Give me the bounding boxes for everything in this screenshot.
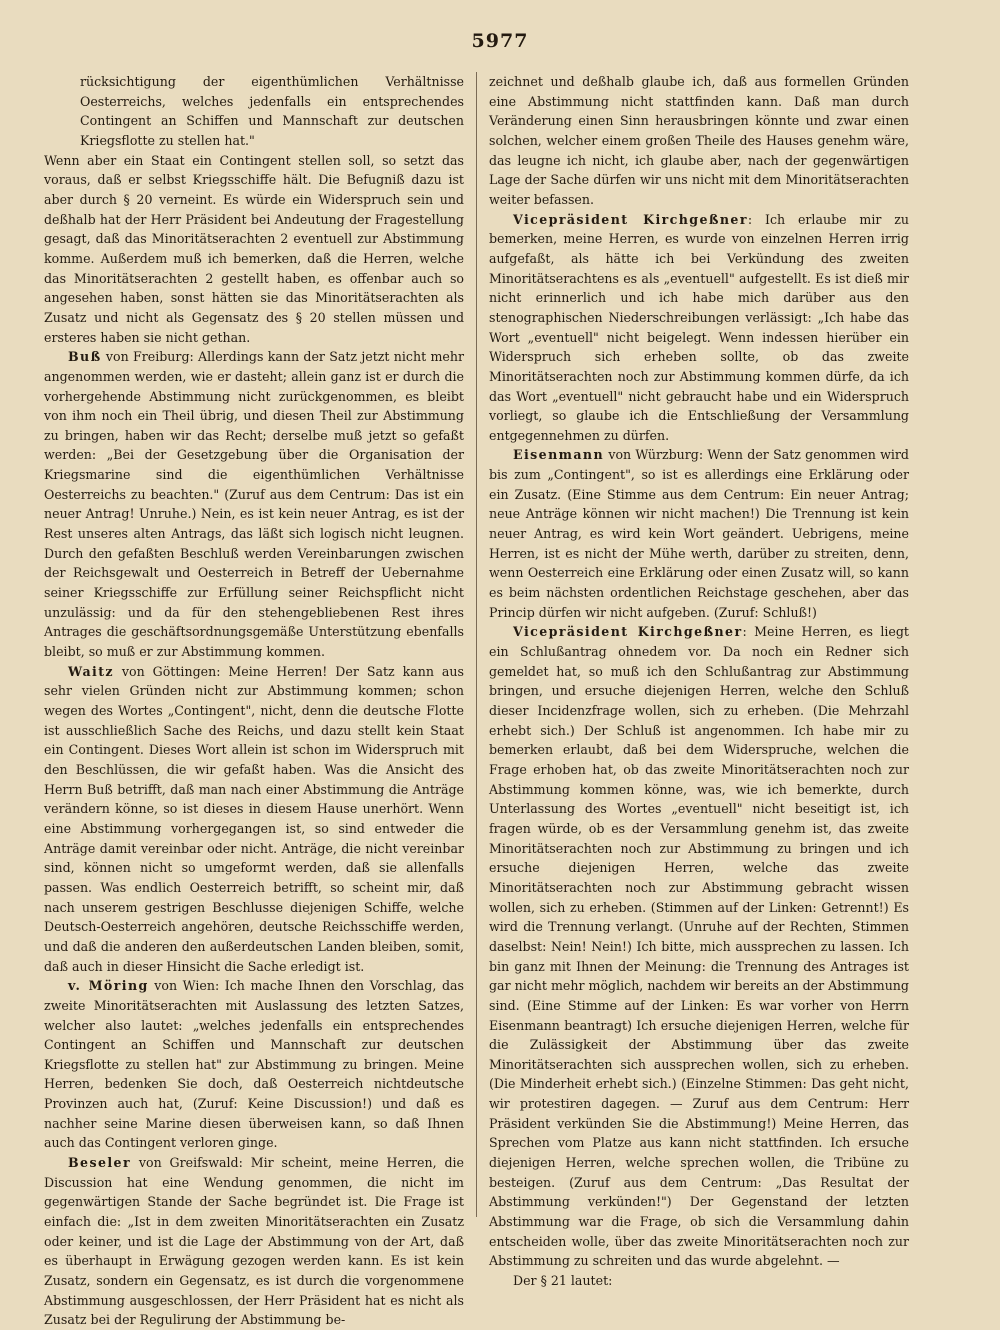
speech-text: : Ich erlaube mir zu bemerken, meine Herren, es wurde von einzelnen Herren irrig aufgefaßt, als hätte ich bei Verkündung des zweiten Minoritätserachtens es als „eventuell" aufgestellt. Es ist dieß mir nicht erinnerlich und ich habe mich darüber aus den stenographischen Niederschreibungen verlässigt: „Ich habe das Wort „eventuell" nicht beigelegt. Wenn indessen hierüber ein Widerspruch sich erheben sollte, ob das zweite Minoritätserachten noch zur Abstimmung kommen dürfe, da ich das Wort „eventuell" nicht gebraucht habe und ein Widerspruch vorliegt, so glaube ich die Entschließung der Versammlung entgegennehmen zu dürfen. — [489, 211, 910, 443]
column-divider — [476, 72, 477, 1217]
speech-text: von Würzburg: Wenn der Satz genommen wird bis zum „Contingent", so ist es allerdings eine Erklärung oder ein Zusatz. (Eine Stimme aus dem Centrum: Ein neuer Antrag; neue Anträge können wir nicht machen!) Die Trennung ist kein neuer Antrag, es wird kein Wort geändert. Uebrigens, meine Herren, ist es nicht der Mühe werth, darüber zu streiten, denn, wenn Oesterreich eine Erklärung oder einen Zusatz will, so kann es beim nächsten ordentlichen Reichstage geschehen, aber das Princip dürfen wir nicht aufgeben. (Zuruf: Schluß!) — [489, 447, 909, 620]
speech-paragraph — [44, 662, 464, 977]
speech-paragraph — [489, 210, 909, 446]
paragraph: Der § 21 lautet: — [513, 1273, 613, 1289]
speech-paragraph — [44, 976, 464, 1153]
speech-text: von Göttingen: Meine Herren! Der Satz kann aus sehr vielen Gründen nicht zur Abstimmung kommen; schon wegen des Wortes „Contingent", nicht, denn die deutsche Flotte ist ausschließlich Sache des Reichs, und dazu stellt kein Staat ein Contingent. Dieses Wort allein ist schon im Widerspruch mit den Beschlüssen, die wir gefaßt haben. Was die Ansicht des Herrn Buß betrifft, daß man nach einer Abstimmung die Anträge verändern könne, so ist dieses in diesem Hause unerhört. Wenn eine Abstimmung vorhergegangen ist, so sind entweder die Anträge damit vereinbar oder nicht. Anträge, die nicht vereinbar sind, können nicht so umgeformt werden, daß sie allenfalls passen. Was endlich Oesterreich betrifft, so scheint mir, daß nach unserem gestrigen Beschlusse diejenigen Schiffe, welche Deutsch-Oesterreich angehören, deutsche Reichsschiffe werden, und daß die anderen den außerdeutschen Landen bleiben, somit, daß auch in dieser Hinsicht die Sache erledigt ist. — [44, 663, 464, 974]
left-column — [44, 72, 464, 1330]
speech-paragraph — [489, 622, 909, 1271]
right-column — [489, 72, 909, 1291]
speaker-name: Waitz — [68, 663, 114, 679]
speech-text: : Meine Herren, es liegt ein Schlußantrag ohnedem vor. Da noch ein Redner sich gemeldet hat, so muß ich den Schlußantrag zur Abstimmung bringen, und ersuche diejenigen Herren, welche den Schluß dieser Incidenzfrage wollen, sich zu erheben. (Die Mehrzahl erhebt sich.) Der Schluß ist angenommen. Ich habe mir zu bemerken erlaubt, daß bei dem Widerspruche, welchen die Frage erhoben hat, ob das zweite Minoritätserachten noch zur Abstimmung kommen könne, was, wie ich bemerkte, durch Unterlassung des Wortes „eventuell" nicht beseitigt ist, ich fragen würde, ob es der Versammlung genehm ist, das zweite Minoritätserachten noch zur Abstimmung zu bringen und ich ersuche diejenigen Herren, welche das zweite Minoritätserachten noch zur Abstimmung gebracht wissen wollen, sich zu erheben. (Stimmen auf der Linken: Getrennt!) Es wird die Trennung verlangt. (Unruhe auf der Rechten, Stimmen daselbst: Nein! Nein!) Ich bitte, mich aussprechen zu lassen. Ich bin ganz mit Ihnen der Meinung: die Trennung des Antrages ist gar nicht mehr möglich, nachdem wir bereits an der Abstimmung sind. (Eine Stimme auf der Linken: Es war vorher von Herrn Eisenmann beantragt) Ich ersuche diejenigen Herren, welche für die Zulässigkeit der Abstimmung über das zweite Minoritätserachten sich aussprechen wollen, sich zu erheben. (Die Minderheit erhebt sich.) (Einzelne Stimmen: Das geht nicht, wir protestiren dagegen. — Zuruf aus dem Centrum: Herr Präsident verkünden Sie die Abstimmung!) Meine Herren, das Sprechen vom Platze aus kann nicht stattfinden. Ich ersuche diejenigen Herren, welche sprechen wollen, die Tribüne zu besteigen. (Zuruf aus dem Centrum: „Das Resultat der Abstimmung verkünden!") Der Gegenstand der letzten Abstimmung war die Frage, ob sich die Versammlung dahin entscheiden wolle, über das zweite Minoritätserachten noch zur Abstimmung zu schreiten und das wurde abgelehnt. — — [489, 624, 909, 1269]
speech-paragraph — [489, 445, 909, 622]
page-number: 5977 — [471, 30, 529, 52]
speaker-name: Beseler — [68, 1155, 131, 1171]
speaker-name: v. Möring — [68, 978, 149, 994]
speaker-name: Eisenmann — [513, 447, 605, 463]
paragraph: Wenn aber ein Staat ein Contingent stellen soll, so setzt das voraus, daß er selbst Kriegsschiffe hält. Die Befugniß dazu ist aber durch § 20 verneint. Es würde ein Widerspruch sein und deßhalb hat der Herr Präsident bei Andeutung der Fragestellung gesagt, daß das Minoritätserachten 2 eventuell zur Abstimmung komme. Außerdem muß ich bemerken, daß die Herren, welche das Minoritätserachten 2 gestellt haben, es offenbar auch so angesehen haben, sonst hätten sie das Minoritätserachten als Zusatz und nicht als Gegensatz des § 20 stellen müssen und ersteres haben sie nicht gethan. — [44, 152, 464, 345]
speech-text: von Greifswald: Mir scheint, meine Herren, die Discussion hat eine Wendung genommen, die nicht im gegenwärtigen Stande der Sache begründet ist. Die Frage ist einfach die: „Ist in dem zweiten Minoritätserachten ein Zusatz oder keiner, und ist die Lage der Abstimmung von der Art, daß es überhaupt in Erwägung gezogen werden kann. Es ist kein Zusatz, sondern ein Gegensatz, es ist durch die vorgenommene Abstimmung ausgeschlossen, der Herr Präsident hat es nicht als Zusatz bei der Regulirung der Abstimmung be- — [44, 1155, 464, 1328]
speech-paragraph — [44, 347, 464, 662]
speaker-name: Buß — [68, 349, 102, 365]
speech-paragraph — [44, 1153, 464, 1330]
quoted-paragraph: rücksichtigung der eigenthümlichen Verhältnisse Oesterreichs, welches jedenfalls ein entsprechendes Contingent an Schiffen und Mannschaft zur deutschen Kriegsflotte zu stellen hat." — [80, 74, 464, 148]
speech-text: von Freiburg: Allerdings kann der Satz jetzt nicht mehr angenommen werden, wie er dasteht; allein ganz ist er durch die vorhergehende Abstimmung nicht zurückgenommen, es bleibt von ihm noch ein Theil übrig, und diesen Theil zur Abstimmung zu bringen, haben wir das Recht; derselbe muß jetzt so gefaßt werden: „Bei der Gesetzgebung über die Organisation der Kriegsmarine sind die eigenthümlichen Verhältnisse Oesterreichs zu beachten." (Zuruf aus dem Centrum: Das ist ein neuer Antrag! Unruhe.) Nein, es ist kein neuer Antrag, es ist der Rest unseres alten Antrags, das läßt sich logisch nicht leugnen. Durch den gefaßten Beschluß werden Vereinbarungen zwischen der Reichsgewalt und Oesterreich in Betreff der Uebernahme seiner Kriegsschiffe zur Erfüllung seiner Reichspflicht nicht unzulässig: und da für den stehengebliebenen Rest ihres Antrages die geschäftsordnungsgemäße Unterstützung ebenfalls bleibt, so muß er zur Abstimmung kommen. — [44, 349, 464, 660]
speaker-name: Vicepräsident Kirchgeßner — [513, 624, 743, 640]
speaker-name: Vicepräsident Kirchgeßner — [513, 211, 748, 227]
paragraph: zeichnet und deßhalb glaube ich, daß aus formellen Gründen eine Abstimmung nicht stattfinden kann. Daß man durch Veränderung einen Sinn herausbringen könnte und zwar einen solchen, welcher einem großen Theile des Hauses genehm wäre, das leugne ich nicht, ich glaube aber, nach der gegenwärtigen Lage der Sache dürfen wir uns nicht mit dem Minoritätserachten weiter befassen. — [489, 74, 909, 207]
speech-text: von Wien: Ich mache Ihnen den Vorschlag, das zweite Minoritätserachten mit Auslassung des letzten Satzes, welcher also lautet: „welches jedenfalls ein entsprechendes Contingent an Schiffen und Mannschaft zur deutschen Kriegsflotte zu stellen hat" zur Abstimmung zu bringen. Meine Herren, bedenken Sie doch, daß Oesterreich nichtdeutsche Provinzen auch hat, (Zuruf: Keine Discussion!) und daß es nachher seine Marine diesen überweisen kann, so daß Ihnen auch das Contingent verloren ginge. — [44, 978, 464, 1151]
